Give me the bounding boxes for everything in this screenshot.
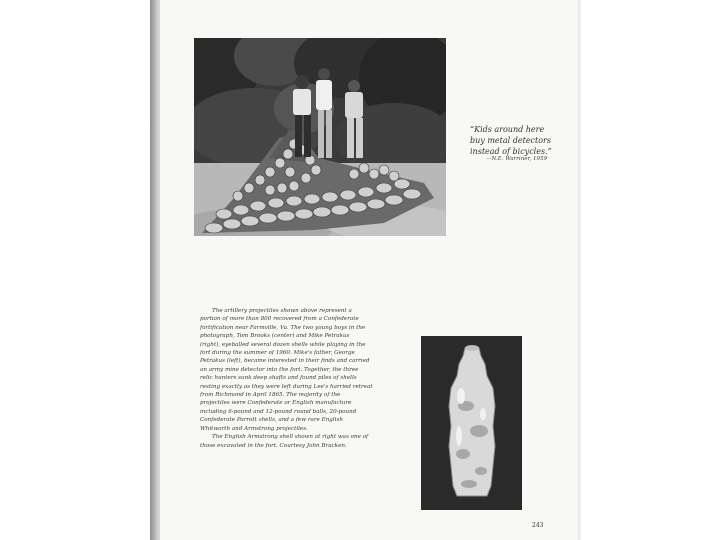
photo-caption: [200, 307, 380, 450]
page-number: 243: [532, 522, 544, 529]
quote-line: instead of bicycles.”: [470, 147, 552, 156]
caption-line: including 6-pound and 12-pound round balls, 20-pound: [200, 408, 357, 415]
armstrong-shell-illustration: [421, 336, 522, 510]
caption-line: Petrakus (left), became interested in their finds and carried: [200, 358, 370, 365]
caption-line: an army mine detector into the fort. Together, the three: [200, 366, 359, 373]
caption-line: projectiles were Confederate or English manufacture: [200, 400, 352, 407]
caption-line: resting exactly as they were left during Lee's harried retreat: [200, 383, 373, 390]
relic-hunters-photo: [194, 38, 446, 236]
caption-line: The artillery projectiles shown above represent a: [212, 308, 352, 314]
caption-line: those excavated in the fort. Courtesy John Bracken.: [200, 442, 347, 449]
caption-line: Whitworth and Armstrong projectiles.: [200, 425, 308, 432]
relic-hunters-photo-illustration: [194, 38, 446, 236]
caption-line: Confederate Parrott shells, and a few rare English: [200, 417, 343, 424]
caption-line: relic hunters sunk deep shafts and found piles of shells: [200, 375, 357, 382]
caption-line: photograph, Tom Brooks (center) and Mike Petrakus: [200, 333, 350, 340]
caption-line: fortification near Farmville, Va. The two young boys in the: [200, 324, 366, 331]
page-edge: [578, 0, 582, 540]
quote-attribution: —N.E. Warriner, 1959: [486, 156, 548, 162]
epigraph-quote: [470, 124, 570, 157]
quote-line: buy metal detectors: [470, 136, 551, 145]
quote-line: “Kids around here: [470, 125, 545, 134]
caption-line: (right), eyeballed several dozen shells while playing in the: [200, 341, 366, 348]
caption-line: from Richmond in April 1865. The majority of the: [200, 392, 341, 399]
figure-center: [316, 68, 332, 158]
caption-line: The English Armstrong shell shown at right was one of: [212, 434, 369, 441]
caption-line: portion of more than 800 recovered from a Confederate: [200, 316, 359, 323]
caption-line: fort during the summer of 1960. Mike's father, George: [200, 350, 355, 357]
armstrong-shell-photo: [421, 336, 522, 510]
